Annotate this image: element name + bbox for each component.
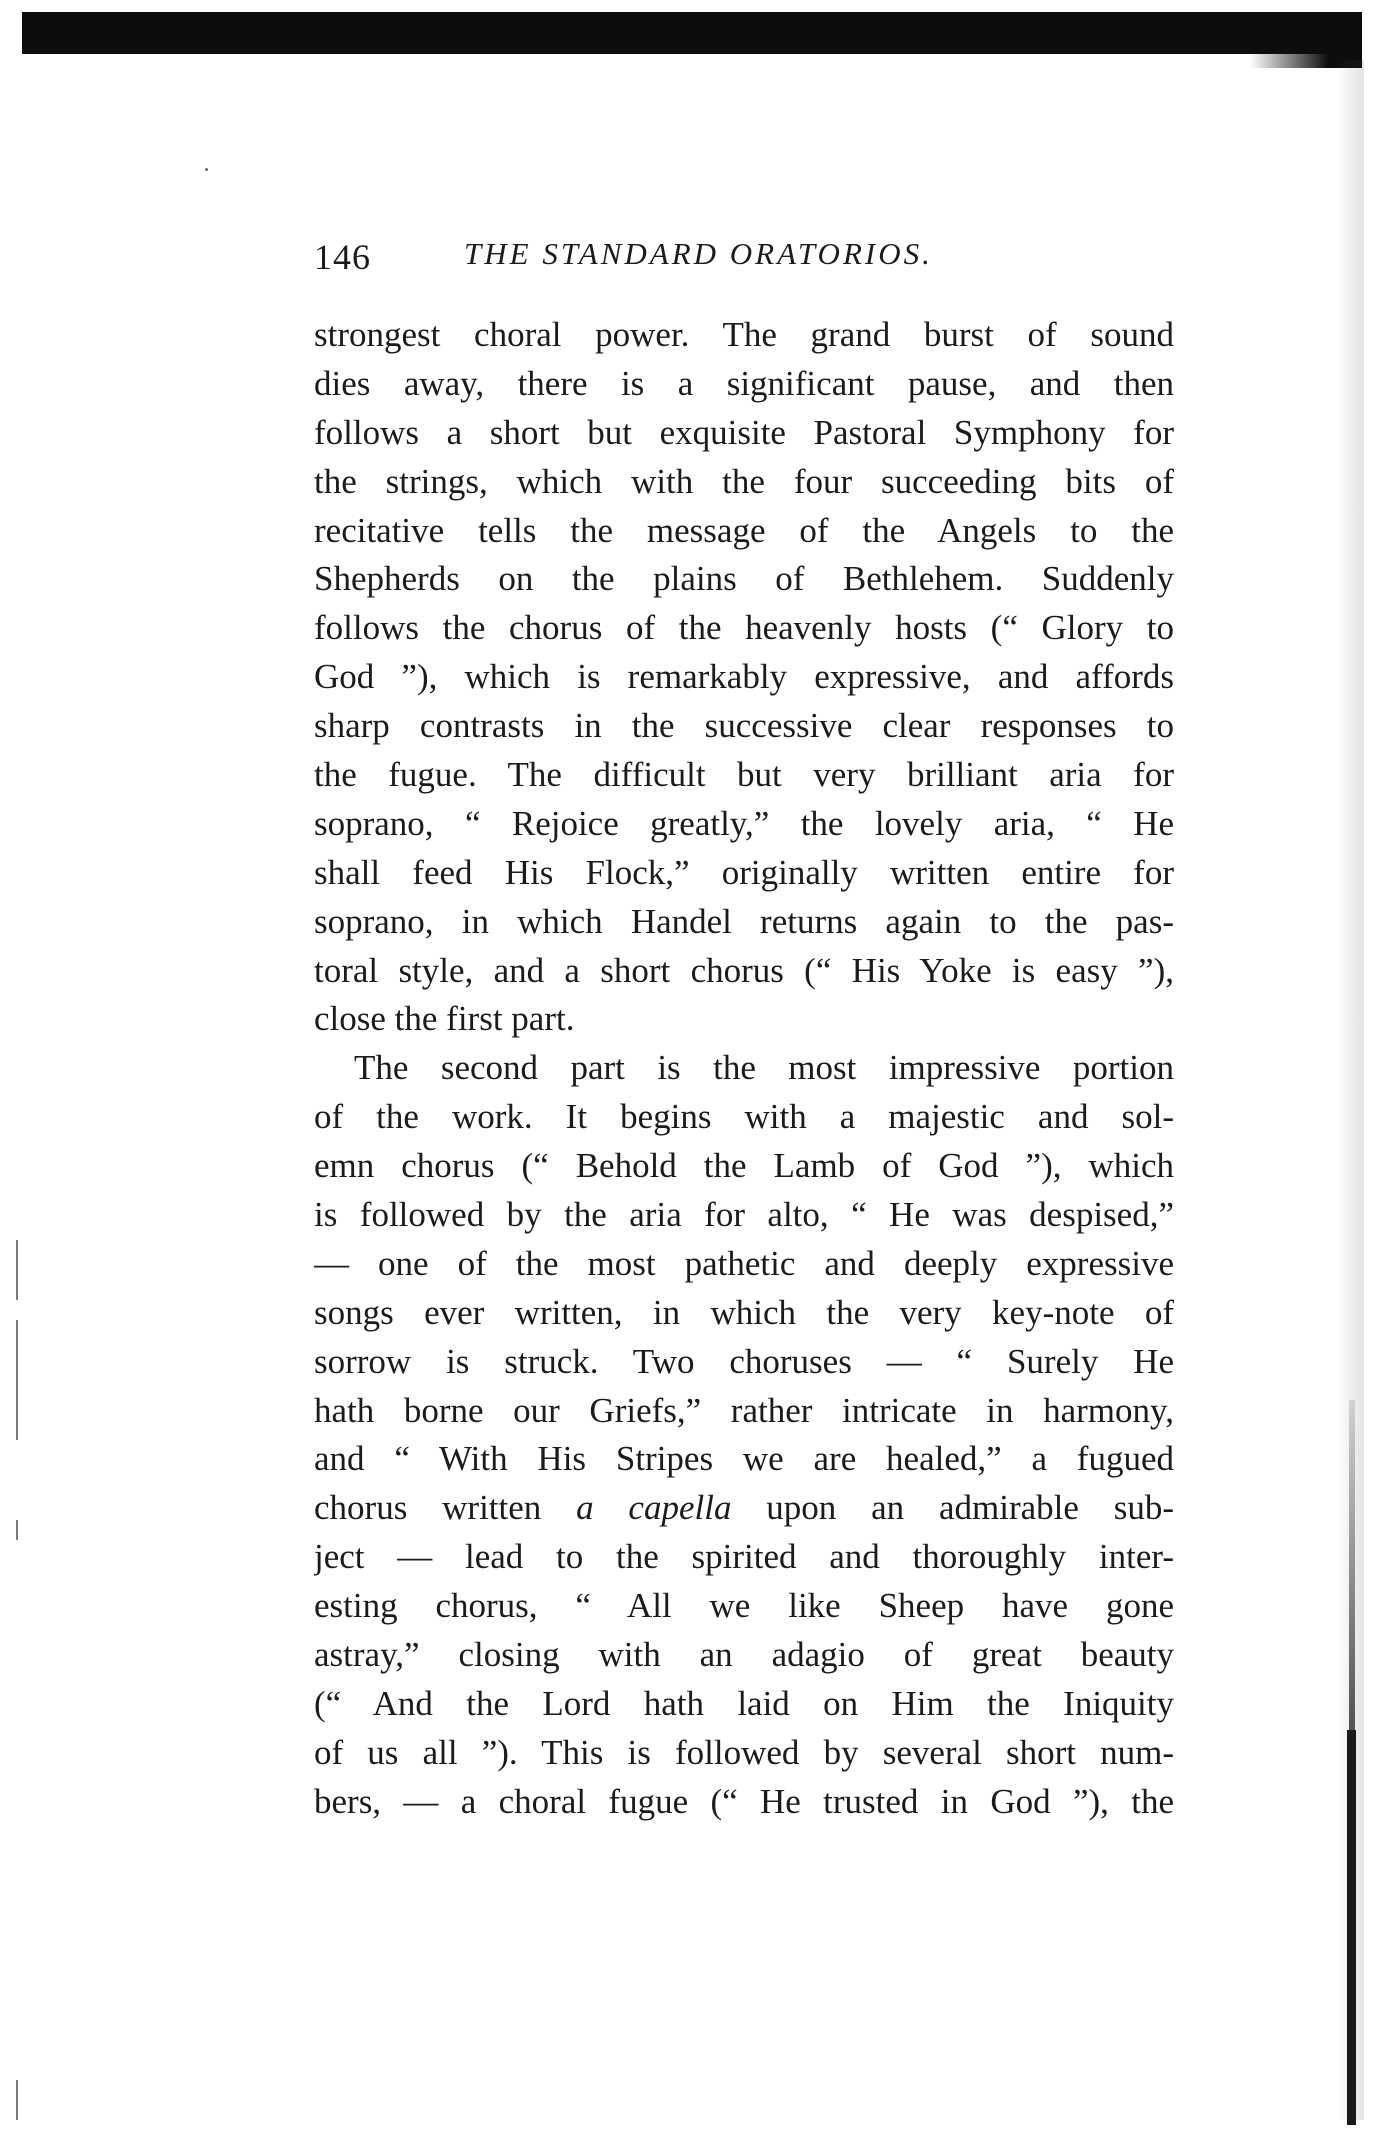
page-number: 146 xyxy=(314,237,371,277)
text-line: sorrow is struck. Two choruses — “ Surely He xyxy=(314,1341,1174,1381)
text-line: soprano, “ Rejoice greatly,” the lovely aria, “ He xyxy=(314,803,1174,843)
text-line: the fugue. The difficult but very brilliant aria for xyxy=(314,755,1174,795)
text-line: shall feed His Flock,” originally written entire for xyxy=(314,852,1174,892)
scan-speck xyxy=(205,168,208,171)
body-text xyxy=(314,311,1174,1827)
text-line: bers, — a choral fugue (“ He trusted in God ”), the xyxy=(314,1781,1174,1821)
text-segment: chorus written xyxy=(314,1488,577,1528)
running-title: THE STANDARD ORATORIOS. xyxy=(464,236,933,271)
text-line: recitative tells the message of the Angels to the xyxy=(314,510,1174,550)
page-header xyxy=(314,230,1174,290)
text-line: God ”), which is remarkably expressive, and affords xyxy=(314,657,1174,697)
text-line: emn chorus (“ Behold the Lamb of God ”), which xyxy=(314,1146,1174,1186)
text-line: strongest choral power. The grand burst of sound xyxy=(314,315,1174,354)
italic-term: a capella xyxy=(576,1488,732,1528)
text-line: close the first part. xyxy=(314,999,575,1039)
text-line: — one of the most pathetic and deeply expressive xyxy=(314,1243,1174,1283)
text-line: follows the chorus of the heavenly hosts (“ Glory to xyxy=(314,608,1174,648)
text-line: sharp contrasts in the successive clear responses to xyxy=(314,706,1174,746)
scan-right-edge-dark xyxy=(1347,1730,1356,2125)
text-line: of us all ”). This is followed by several short num- xyxy=(314,1732,1174,1772)
scan-left-mark xyxy=(16,1520,18,1540)
text-line: (“ And the Lord hath laid on Him the Iniquity xyxy=(314,1683,1174,1723)
text-line xyxy=(314,1484,1174,1533)
text-line: dies away, there is a significant pause, and then xyxy=(314,363,1174,403)
text-line: follows a short but exquisite Pastoral Symphony for xyxy=(314,412,1174,452)
text-line: astray,” closing with an adagio of great beauty xyxy=(314,1635,1174,1675)
scan-left-mark xyxy=(16,1320,18,1440)
text-line: Shepherds on the plains of Bethlehem. Suddenly xyxy=(314,559,1174,599)
text-line: esting chorus, “ All we like Sheep have gone xyxy=(314,1586,1174,1626)
text-line: toral style, and a short chorus (“ His Yoke is easy ”), xyxy=(314,950,1174,990)
text-segment: upon an admirable sub- xyxy=(731,1488,1174,1528)
text-line: and “ With His Stripes we are healed,” a fugued xyxy=(314,1439,1174,1479)
scan-top-border xyxy=(22,12,1362,54)
text-line: soprano, in which Handel returns again to the pas- xyxy=(314,901,1174,941)
text-line: songs ever written, in which the very key-note of xyxy=(314,1292,1174,1332)
scan-right-edge-shadow xyxy=(1349,1400,1355,1730)
text-line: ject — lead to the spirited and thoroughly inter- xyxy=(314,1537,1174,1577)
text-line: is followed by the aria for alto, “ He was despised,” xyxy=(314,1195,1174,1235)
text-line: The second part is the most impressive portion xyxy=(354,1048,1174,1088)
scan-left-mark xyxy=(16,2080,18,2120)
text-line: hath borne our Griefs,” rather intricate in harmony, xyxy=(314,1390,1174,1430)
scan-left-mark xyxy=(16,1240,18,1300)
text-line: of the work. It begins with a majestic and sol- xyxy=(314,1097,1174,1137)
text-line: the strings, which with the four succeeding bits of xyxy=(314,461,1174,501)
